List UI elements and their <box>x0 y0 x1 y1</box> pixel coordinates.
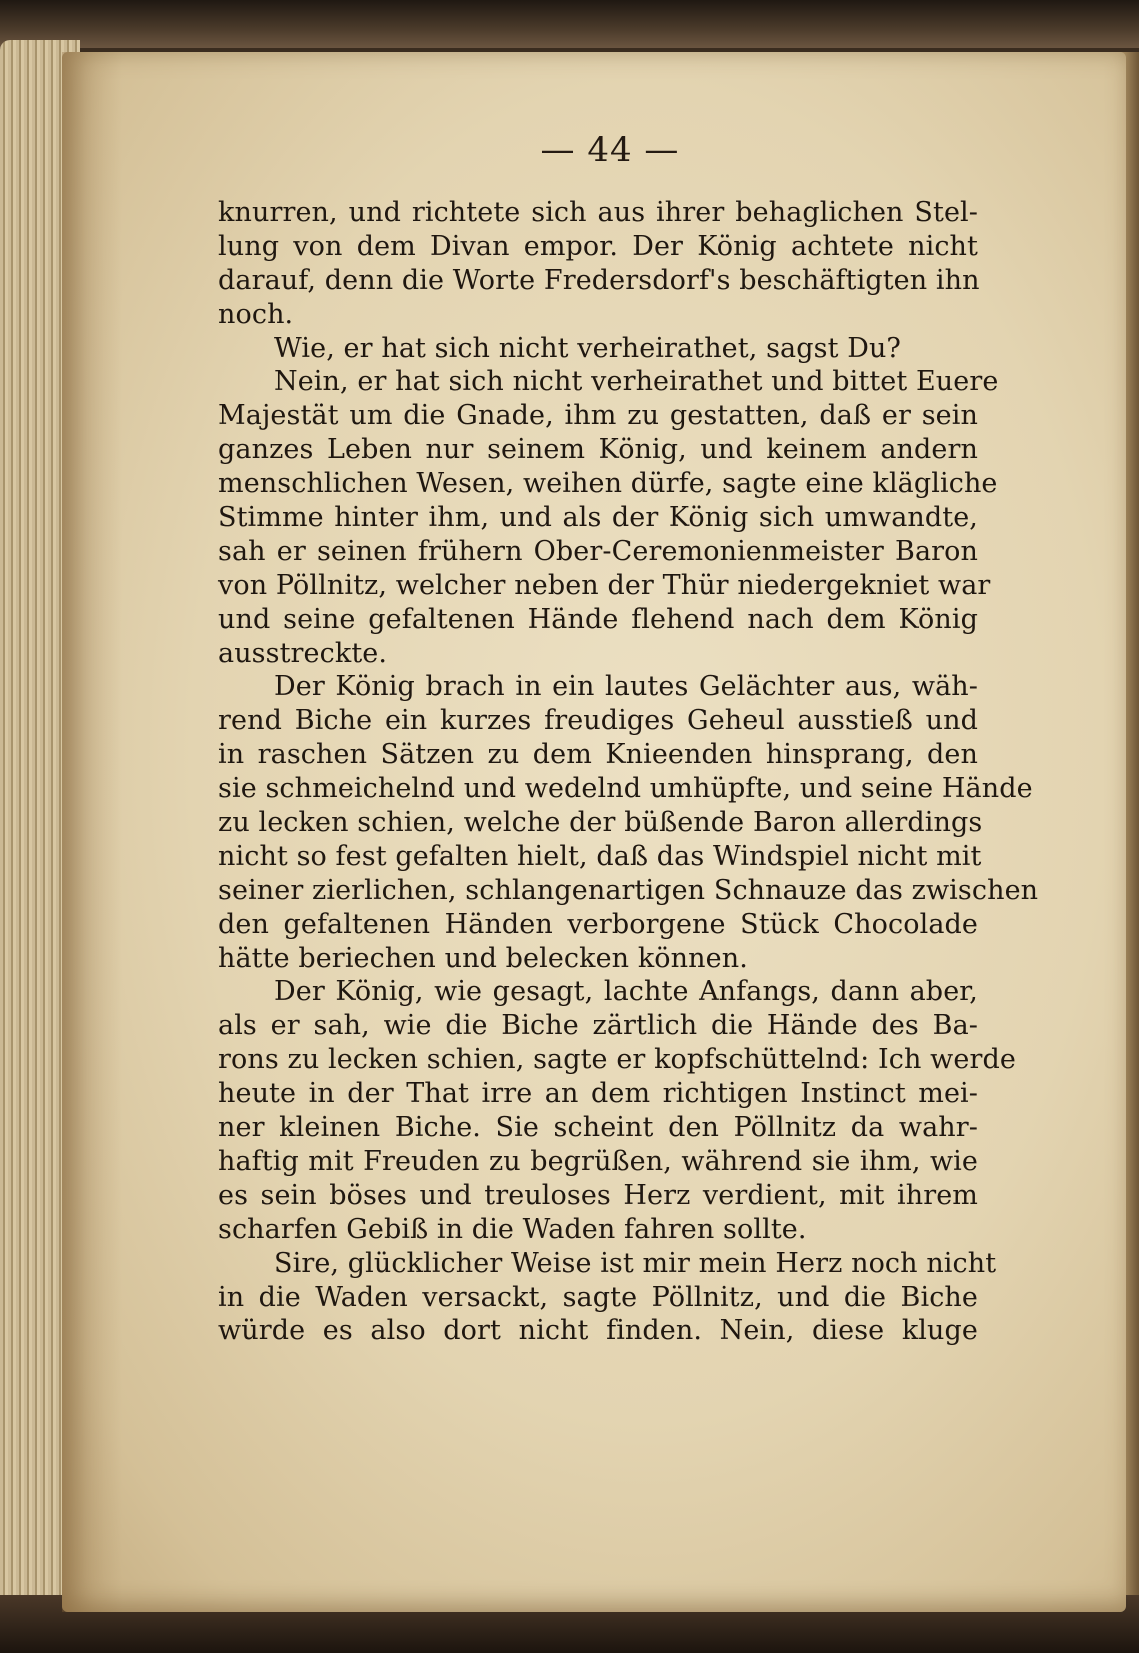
page-gutter-shadow <box>62 52 122 1612</box>
text-line: es sein böses und treuloses Herz verdient, mit ihrem <box>218 1179 978 1211</box>
text-line: zu lecken schien, welche der büßende Baron allerdings <box>218 807 983 839</box>
text-line: lung von dem Divan empor. Der König achtete nicht <box>218 230 978 262</box>
text-line: ausstreckte. <box>218 637 388 669</box>
text-line: ner kleinen Biche. Sie scheint den Pöllnitz da wahr- <box>218 1112 978 1144</box>
text-line: darauf, denn die Worte Fredersdorf's beschäftigten ihn <box>218 264 980 296</box>
text-line: seiner zierlichen, schlangenartigen Schnauze das zwischen <box>218 874 1039 906</box>
text-line: haftig mit Freuden zu begrüßen, während sie ihm, wie <box>218 1145 978 1177</box>
page-text <box>218 196 1039 1396</box>
text-line: sah er seinen frühern Ober-Ceremonienmeister Baron <box>218 535 978 567</box>
text-line: und seine gefaltenen Hände flehend nach dem König <box>218 603 978 635</box>
text-line: ganzes Leben nur seinem König, und keinem andern <box>218 434 978 466</box>
text-line: scharfen Gebiß in die Waden fahren sollte. <box>218 1213 807 1245</box>
text-line: nicht so fest gefalten hielt, daß das Windspiel nicht mit <box>218 840 982 872</box>
text-line: noch. <box>218 298 294 330</box>
text-line: hätte beriechen und belecken können. <box>218 942 748 974</box>
text-line: knurren, und richtete sich aus ihrer behaglichen Stel- <box>218 197 978 228</box>
text-line: den gefaltenen Händen verborgene Stück Chocolade <box>218 908 978 940</box>
text-line: rend Biche ein kurzes freudiges Geheul ausstieß und <box>218 705 978 737</box>
text-line: menschlichen Wesen, weihen dürfe, sagte eine klägliche <box>218 468 998 500</box>
text-line: Wie, er hat sich nicht verheirathet, sagst Du? <box>274 332 902 364</box>
text-line: heute in der That irre an dem richtigen Instinct mei- <box>218 1078 978 1110</box>
book-cover-top <box>0 0 1139 48</box>
text-line: Nein, er hat sich nicht verheirathet und bittet Euere <box>274 366 999 398</box>
text-line: Majestät um die Gnade, ihm zu gestatten, daß er sein <box>218 400 978 432</box>
text-line: rons zu lecken schien, sagte er kopfschüttelnd: Ich werde <box>218 1044 1016 1076</box>
text-line: Stimme hinter ihm, und als der König sich umwandte, <box>218 502 978 534</box>
text-line: in raschen Sätzen zu dem Knieenden hinsprang, den <box>218 739 978 771</box>
text-line: würde es also dort nicht finden. Nein, diese kluge <box>218 1315 978 1347</box>
text-line: von Pöllnitz, welcher neben der Thür niedergekniet war <box>218 569 991 601</box>
text-line: Der König, wie gesagt, lachte Anfangs, dann aber, <box>274 976 978 1008</box>
text-line: sie schmeichelnd und wedelnd umhüpfte, und seine Hände <box>218 773 1033 805</box>
text-line: Der König brach in ein lautes Gelächter aus, wäh- <box>274 671 978 703</box>
text-line: Sire, glücklicher Weise ist mir mein Herz noch nicht <box>274 1247 997 1279</box>
page-number: — 44 — <box>540 130 680 170</box>
text-line: in die Waden versackt, sagte Pöllnitz, und die Biche <box>218 1281 978 1313</box>
text-line: als er sah, wie die Biche zärtlich die Hände des Ba- <box>218 1010 978 1042</box>
